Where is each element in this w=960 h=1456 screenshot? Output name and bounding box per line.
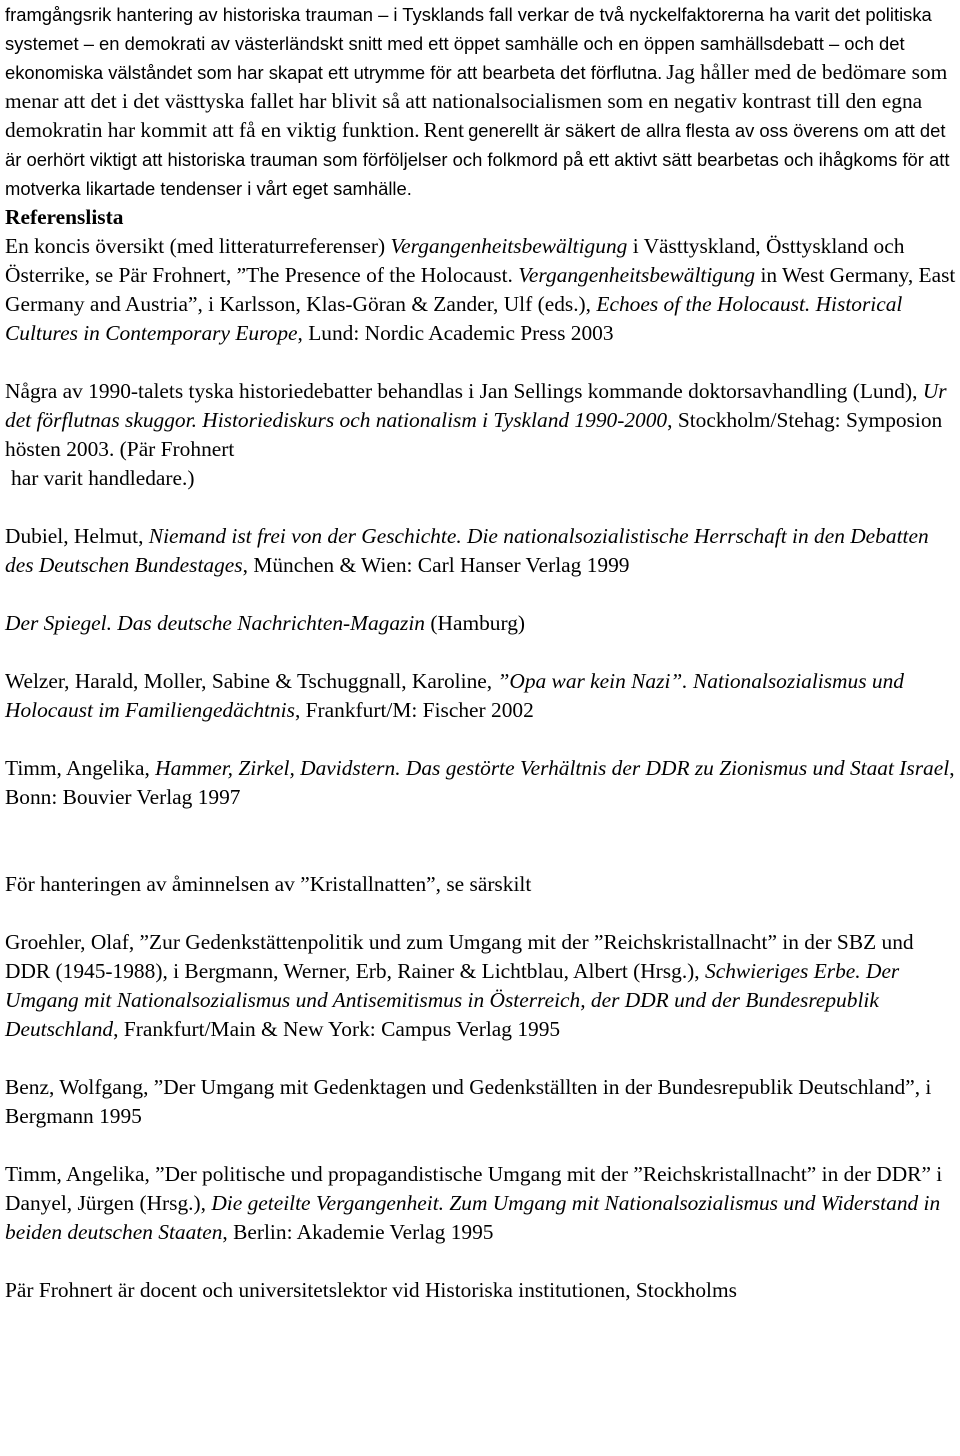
ref-1-italic-f: Echoes of the Holocaust. Historical Cultures in Contemporary Europe [5,292,903,345]
spacer [5,1131,957,1160]
intro-sentence-3-start: Rent [423,118,465,142]
ref-1-text-g: , Lund: Nordic Academic Press 2003 [297,321,614,345]
spacer [5,580,957,609]
ref-1-text-a: En koncis översikt (med litteraturreferenser) [5,234,386,258]
ref-10-italic-b: Die geteilte Vergangenheit. Zum Umgang mit Nationalsozialismus und Widerstand in beiden deutschen Staaten [5,1191,941,1244]
references-heading: Referenslista [5,205,124,229]
ref-2-text-a: Några av 1990-talets tyska historiedebatter behandlas i Jan Sellings kommande doktorsavhandling (Lund), [5,379,918,403]
spacer [5,725,957,754]
spacer [5,1247,957,1276]
ref-9-text-a: Benz, Wolfgang, ”Der Umgang mit Gedenktagen und Gedenkställten in der Bundesrepublik Deutschland”, i Bergmann 1995 [5,1075,932,1128]
intro-paragraph [5,0,957,203]
ref-4-italic-a: Der Spiegel. Das deutsche Nachrichten-Magazin [5,611,426,635]
ref-5-text-a: Welzer, Harald, Moller, Sabine & Tschuggnall, Karoline, [5,669,493,693]
ref-8-text-c: , Frankfurt/Main & New York: Campus Verlag 1995 [113,1017,561,1041]
ref-1-text-e: in West Germany, East Germany and Austria”, i Karlsson, Klas-Göran & Zander, Ulf (eds.), [5,263,956,316]
ref-5-italic-b: ”Opa war kein Nazi”. Nationalsozialismus und Holocaust im Familiengedächtnis [5,669,904,722]
spacer [5,493,957,522]
spacer [5,348,957,377]
ref-7-text-a: För hanteringen av åminnelsen av ”Kristallnatten”, se särskilt [5,872,532,896]
ref-10-text-c: , Berlin: Akademie Verlag 1995 [222,1220,494,1244]
ref-8-text-a: Groehler, Olaf, ”Zur Gedenkstättenpolitik und zum Umgang mit der ”Reichskristallnacht” in der SBZ und DDR (1945-1988), i Bergmann, Werner, Erb, Rainer & Lichtblau, Albert (Hrsg.), [5,930,914,983]
ref-3-italic-b: Niemand ist frei von der Geschichte. Die nationalsozialistische Herrschaft in den Debatten des Deutschen Bundestages [5,524,929,577]
ref-8-italic-b: Schwieriges Erbe. Der Umgang mit Nationalsozialismus und Antisemitismus in Österreich, der DDR und der Bundesrepublik Deutschland [5,959,900,1041]
reference-entry-8 [5,928,957,1044]
reference-list [5,232,957,1305]
ref-2-text-c: , Stockholm/Stehag: Symposion hösten 2003. (Pär Frohnert [5,408,943,461]
reference-entry-4 [5,609,957,638]
ref-6-text-a: Timm, Angelika, [5,756,150,780]
reference-entry-9 [5,1073,957,1131]
ref-1-italic-d: Vergangenheitsbewältigung [518,263,756,287]
spacer [5,899,957,928]
spacer [5,638,957,667]
ref-6-text-c: , Bonn: Bouvier Verlag 1997 [5,756,955,809]
ref-10-text-a: Timm, Angelika, ”Der politische und propagandistische Umgang mit der ”Reichskristallnacht” in der DDR” i Danyel, Jürgen (Hrsg.), [5,1162,943,1215]
reference-entry-2 [5,377,957,493]
reference-note-kristallnatten [5,870,957,899]
ref-1-italic-b: Vergangenheitsbewältigung [390,234,628,258]
reference-entry-10 [5,1160,957,1247]
reference-entry-3 [5,522,957,580]
ref-3-text-c: , München & Wien: Carl Hanser Verlag 1999 [242,553,630,577]
intro-sentence-3-rest: generellt är säkert de allra flesta av oss överens om att det är oerhört viktigt att historiska trauman som förföljelser och folkmord på ett aktivt sätt bearbetas och ihågkoms för att motverka likartade tendenser i vårt eget samhälle. [5,120,950,199]
ref-6-italic-b: Hammer, Zirkel, Davidstern. Das gestörte Verhältnis der DDR zu Zionismus und Staat Israel [155,756,950,780]
reference-entry-5 [5,667,957,725]
ref-2-text-d: har varit handledare.) [11,466,195,490]
ref-4-text-b: (Hamburg) [430,611,526,635]
ref-2-italic-b: Ur det förflutnas skuggor. Historiediskurs och nationalism i Tyskland 1990-2000 [5,379,947,432]
reference-entry-1 [5,232,957,348]
ref-11-text-a: Pär Frohnert är docent och universitetslektor vid Historiska institutionen, Stockholms [5,1278,737,1302]
ref-5-text-c: , Frankfurt/M: Fischer 2002 [294,698,534,722]
document-page [5,0,957,1305]
spacer [5,812,957,870]
intro-sentence-1: framgångsrik hantering av historiska trauman – i Tysklands fall verkar de två nyckelfaktorerna ha varit det politiska systemet – en demokrati av västerländskt snitt med ett öppet samhälle och en öppen samhällsdebatt – och det ekonomiska välståndet som har skapat ett utrymme för att bearbeta det förflutna. [5,4,932,83]
spacer [5,1044,957,1073]
intro-sentence-2: Jag håller med de bedömare som menar att det i det västtyska fallet har blivit så att nationalsocialismen som en negativ kontrast till den egna demokratin har kommit att få en viktig funktion. [5,60,948,142]
ref-3-text-a: Dubiel, Helmut, [5,524,144,548]
ref-1-text-c: i Västtyskland, Östtyskland och Österrike, se Pär Frohnert, ”The Presence of the Holocaust. [5,234,905,287]
reference-entry-6 [5,754,957,812]
author-note [5,1276,957,1305]
